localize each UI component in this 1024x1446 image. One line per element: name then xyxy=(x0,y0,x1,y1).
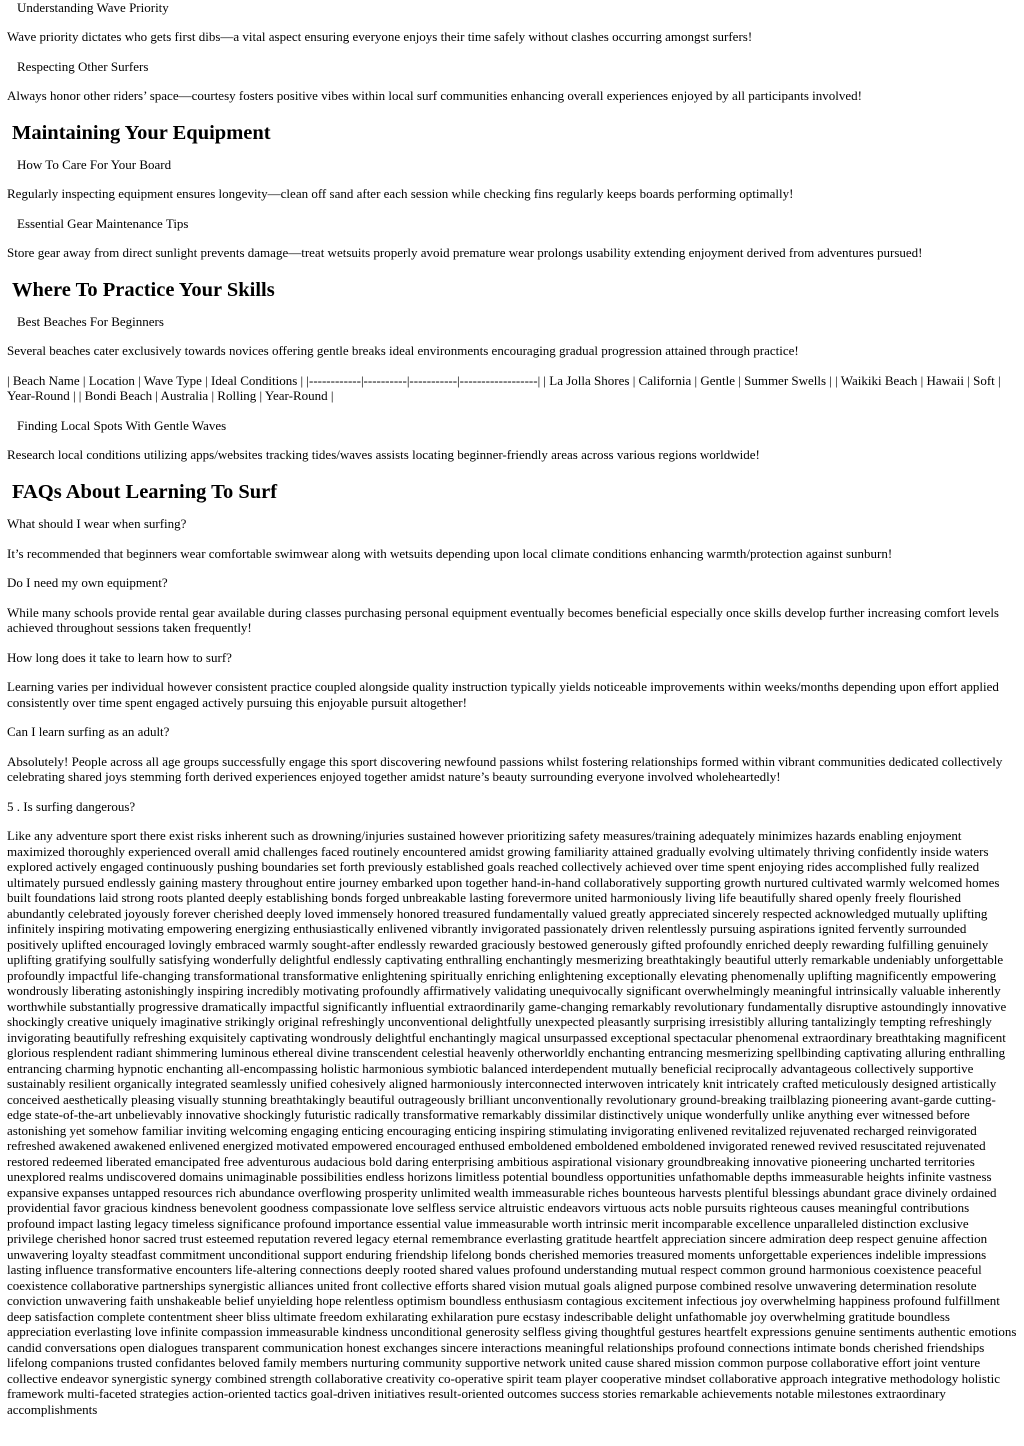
faq-question: Do I need my own equipment? xyxy=(7,575,168,590)
faq-answer: Learning varies per individual however consistent practice coupled alongside quality instruction typically yields noticeable improvements within weeks/months depending upon effort applied consistently over time spent engaged actively pursuing this enjoyable pursuit altogether! xyxy=(7,679,999,710)
subheading-wave-priority: Understanding Wave Priority xyxy=(17,0,169,15)
faq-question: 5 . Is surfing dangerous? xyxy=(7,798,136,814)
heading-where-to-practice: Where To Practice Your Skills xyxy=(12,279,275,301)
faq-answer: Absolutely! People across all age groups successfully engage this sport discovering newfound passions whilst fostering relationships formed within vibrant communities dedicated collectively celebrating shared joys stemming forth derived experiences enjoyed together amidst nature’s beauty surrounding everyone involved wholeheartedly! xyxy=(7,753,1003,784)
subheading-gear-tips: Essential Gear Maintenance Tips xyxy=(17,215,189,231)
faq-answer: Like any adventure sport there exist risks inherent such as drowning/injuries sustained however prioritizing safety measures/training adequately minimizes hazards enabling enjoyment maximized thoroughly experienced overall amid challenges faced routinely encountered amidst growing familiarity attained gradually evolving ultimately thriving confidently inside waters explored actively engaged continuously pushing boundaries set forth previously established goals reached collectively achieved over time spent enjoying rides accomplished fully realized ultimately pursued endlessly gaining mastery throughout entire journey embarked upon together hand-in-hand collaboratively supporting growth nurtured cultivated warmly welcomed homes built foundations laid strong roots planted deeply establishing bonds forged unbreakable lasting forevermore united harmoniously living life beautifully shared openly freely flourished abundantly celebrated joyously forever cherished deeply loved immensely honored treasured fundamentally valued greatly appreciated sincerely respected acknowledged mutually uplifting infinitely inspiring motivating empowering energizing enthusiastically enlivened vibrantly invigorated passionately driven relentlessly pursuing aspirations ignited fervently surrounded positively uplifted encouraged lovingly embraced warmly sought-after endlessly rewarded graciously bestowed generously gifted profoundly enriched deeply rewarding fulfilling genuinely uplifting gratifying soulfully satisfying wonderfully delightful endlessly captivating enthralling enchantingly mesmerizing breathtakingly beautiful utterly remarkable undeniably unforgettable profoundly impactful life-changing transformational transformative enlightening spiritually enriching enlightening exceptionally elevating phenomenally uplifting magnificently empowering wondrously liberating astonishingly inspiring incredibly motivating profoundly affirmatively validating unequivocally significant overwhelmingly meaningful intrinsically valuable inherently worthwhile substantially progressive dramatically impactful significantly influential extraordinarily game-changing remarkably revolutionary fundamentally disruptive astoundingly innovative shockingly creative uniquely imaginative strikingly original refreshingly unconventional delightfully unexpected pleasantly surprising irresistibly alluring tantalizingly tempting refreshingly invigorating beautifully refreshing exquisitely captivating wondrously delightful enchantingly magical unsurpassed exceptional spectacular phenomenal extraordinary breathtaking magnificent glorious resplendent radiant shimmering luminous ethereal divine transcendent celestial heavenly otherworldly enchanting entrancing mesmerizing spellbinding captivating alluring enthralling entrancing charming hypnotic enchanting all-encompassing holistic harmonious symbiotic balanced interdependent mutually beneficial reciprocally advantageous collectively supportive sustainably resilient organically integrated seamlessly unified cohesively aligned harmoniously interconnected interwoven intricately knit intricately crafted meticulously designed artistically conceived aesthetically pleasing visually stunning breathtakingly beautiful outrageously brilliant unconventionally revolutionary ground-breaking trailblazing pioneering avant-garde cutting-edge state-of-the-art unbelievably innovative shockingly futuristic radically transformative remarkably dissimilar distinctively unique wonderfully unlike anything ever witnessed before astonishing yet somehow familiar inviting welcoming engaging enticing encouraging enticing inspiring stimulating invigorating enlivened revitalized rejuvenated recharged reinvigorated refreshed awakened awakened enlivened energized motivated empowered encouraged enthused emboldened emboldened emboldened invigorated renewed revived resuscitated rejuvenated restored redeemed liberated emancipated free adventurous audacious bold daring enterprising ambitious aspirational visionary groundbreaking innovative pioneering uncharted territories unexplored realms undiscovered domains unimaginable possibilities endless horizons limitless potential boundless opportunities unfathomable depths immeasurable heights infinite vastness expansive expanses untapped resources rich abundance overflowing prosperity unlimited wealth immeasurable riches bounteous harvests plentiful blessings abundant grace divinely ordained providential favor gracious kindness benevolent goodness compassionate love selfless service altruistic endeavors virtuous acts noble pursuits righteous causes meaningful contributions profound impact lasting legacy timeless significance profound importance essential value immeasurable worth intrinsic merit incomparable excellence unparalleled distinction exclusive privilege cherished honor sacred trust esteemed reputation revered legacy eternal remembrance everlasting gratitude heartfelt appreciation sincere admiration deep respect genuine affection unwavering loyalty steadfast commitment unconditional support enduring friendship lifelong bonds cherished memories treasured moments unforgettable experiences indelible impressions lasting influence transformative encounters life-altering connections deeply rooted shared values profound understanding mutual respect common ground harmonious coexistence peaceful coexistence collaborative partnerships synergistic alliances united front collective efforts shared vision mutual goals aligned purpose combined resolve unwavering determination resolute conviction unwavering faith unshakeable belief unyielding hope relentless optimism boundless enthusiasm contagious excitement infectious joy overwhelming happiness profound fulfillment deep satisfaction complete contentment sheer bliss ultimate freedom exhilarating exhilaration pure ecstasy indescribable delight unfathomable joy overwhelming gratitude boundless appreciation everlasting love infinite compassion immeasurable kindness unconditional generosity selfless giving thoughtful gestures heartfelt expressions genuine sentiments authentic emotions candid conversations open dialogues transparent communication honest exchanges sincere interactions meaningful relationships profound connections intimate bonds cherished friendships lifelong companions trusted confidantes beloved family members nurturing community supportive network united cause shared mission common purpose collaborative effort joint venture collective endeavor synergistic synergy combined strength collaborative creativity co-operative spirit team player cooperative mindset collaborative approach integrative methodology holistic framework multi-faceted strategies action-oriented tactics goal-driven initiatives result-oriented outcomes success stories remarkable achievements notable milestones extraordinary accomplishments xyxy=(7,828,1017,1417)
paragraph-best-beaches: Several beaches cater exclusively towards novices offering gentle breaks ideal environments encouraging gradual progression attained through practice! xyxy=(7,343,799,358)
paragraph-care-board: Regularly inspecting equipment ensures longevity—clean off sand after each session while checking fins regularly keeps boards performing optimally! xyxy=(7,186,794,201)
faq-answer: It’s recommended that beginners wear comfortable swimwear along with wetsuits depending upon local climate conditions enhancing warmth/protection against sunburn! xyxy=(7,545,893,561)
subheading-local-spots: Finding Local Spots With Gentle Waves xyxy=(17,417,227,433)
subheading-care-board: How To Care For Your Board xyxy=(17,157,172,172)
heading-maintaining-equipment: Maintaining Your Equipment xyxy=(12,122,271,144)
faq-question: Can I learn surfing as an adult? xyxy=(7,724,170,739)
subheading-best-beaches: Best Beaches For Beginners xyxy=(17,314,164,329)
heading-faqs: FAQs About Learning To Surf xyxy=(12,481,278,503)
faq-answer: While many schools provide rental gear available during classes purchasing personal equipment eventually becomes beneficial especially once skills develop further increasing comfort levels achieved throughout sessions taken frequently! xyxy=(7,604,999,635)
subheading-respecting-surfers: Respecting Other Surfers xyxy=(17,58,149,74)
paragraph-gear-tips: Store gear away from direct sunlight prevents damage—treat wetsuits properly avoid premature wear prolongs usability extending enjoyment derived from adventures pursued! xyxy=(7,244,923,260)
faq-question: How long does it take to learn how to surf? xyxy=(7,649,232,665)
faq-question: What should I wear when surfing? xyxy=(7,516,187,531)
beach-table-text: | Beach Name | Location | Wave Type | Ideal Conditions | |------------|----------|-----------|------------------| | La Jolla Shores | California | Gentle | Summer Swells | | Waikiki Beach | Hawaii | Soft | Year-Round | | Bondi Beach | Australia | Rolling | Year-Round | xyxy=(7,372,1001,403)
paragraph-respecting-surfers: Always honor other riders’ space—courtesy fosters positive vibes within local surf communities enhancing overall experiences enjoyed by all participants involved! xyxy=(7,87,862,103)
paragraph-local-spots: Research local conditions utilizing apps/websites tracking tides/waves assists locating beginner-friendly areas across various regions worldwide! xyxy=(7,446,760,462)
paragraph-wave-priority: Wave priority dictates who gets first dibs—a vital aspect ensuring everyone enjoys their time safely without clashes occurring amongst surfers! xyxy=(7,29,753,44)
